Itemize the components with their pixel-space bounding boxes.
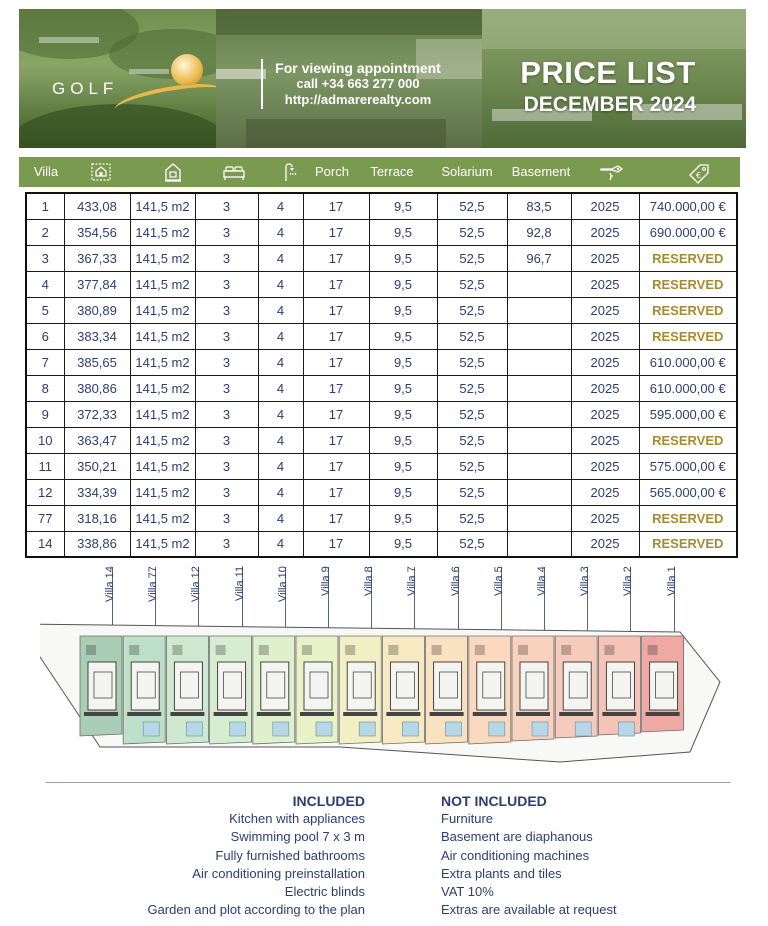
cell-villa: 7 [26,349,64,375]
cell-year: 2025 [571,219,639,245]
cell-basement: 92,8 [507,219,571,245]
contact-info [260,60,456,108]
cell-bedrooms: 3 [195,323,258,349]
cell-porch: 17 [303,427,369,453]
cell-solarium: 52,5 [437,531,507,557]
villa-plan-label: Villa 7 [406,566,419,596]
cell-solarium: 52,5 [437,401,507,427]
cell-built: 141,5 m2 [130,323,195,349]
terrace-edge [646,712,680,716]
cell-porch: 17 [303,193,369,219]
table-row [26,479,737,505]
villa-plan-label: Villa 11 [233,566,246,602]
pool-shape [532,722,548,736]
cell-bathrooms: 4 [258,193,303,219]
table-row [26,297,737,323]
cell-porch: 17 [303,505,369,531]
terrace-edge [214,712,248,716]
cell-plot: 377,84 [64,271,130,297]
cell-built: 141,5 m2 [130,531,195,557]
cell-solarium: 52,5 [437,245,507,271]
site-plan-drawing [40,562,730,777]
cell-solarium: 52,5 [437,453,507,479]
cell-basement [507,479,571,505]
cell-terrace: 9,5 [369,427,437,453]
cell-bedrooms: 3 [195,349,258,375]
cell-villa: 4 [26,271,64,297]
cell-terrace: 9,5 [369,401,437,427]
col-solarium: Solarium [441,164,493,179]
cell-price: RESERVED [639,297,737,323]
table-row [26,401,737,427]
cell-bathrooms: 4 [258,245,303,271]
cell-plot: 433,08 [64,193,130,219]
cell-basement: 83,5 [507,193,571,219]
table-row [26,271,737,297]
cell-basement [507,323,571,349]
cell-plot: 334,39 [64,479,130,505]
terrace-edge [170,712,204,716]
cell-bathrooms: 4 [258,375,303,401]
cell-terrace: 9,5 [369,531,437,557]
cell-terrace: 9,5 [369,297,437,323]
cell-villa: 5 [26,297,64,323]
price-tag-icon [679,157,719,187]
cell-year: 2025 [571,479,639,505]
cell-porch: 17 [303,349,369,375]
cell-terrace: 9,5 [369,349,437,375]
cell-price: 610.000,00 € [639,375,737,401]
cell-terrace: 9,5 [369,193,437,219]
cell-built: 141,5 m2 [130,271,195,297]
pool-shape [230,722,246,736]
included-item: Air conditioning preinstallation [192,865,365,881]
cell-solarium: 52,5 [437,505,507,531]
cell-bathrooms: 4 [258,531,303,557]
not-included-item: VAT 10% [441,884,494,900]
cell-price: RESERVED [639,505,737,531]
cell-built: 141,5 m2 [130,219,195,245]
cell-porch: 17 [303,375,369,401]
pool-shape [618,722,634,736]
cell-porch: 17 [303,323,369,349]
cell-bedrooms: 3 [195,479,258,505]
cell-solarium: 52,5 [437,479,507,505]
cell-built: 141,5 m2 [130,375,195,401]
cell-terrace: 9,5 [369,453,437,479]
cell-built: 141,5 m2 [130,245,195,271]
cell-terrace: 9,5 [369,271,437,297]
cell-basement [507,271,571,297]
cell-plot: 354,56 [64,219,130,245]
terrace-edge [430,712,464,716]
included-item: Garden and plot according to the plan [147,902,365,918]
cell-year: 2025 [571,193,639,219]
table-row [26,193,737,219]
cell-bedrooms: 3 [195,271,258,297]
cell-basement [507,375,571,401]
not-included-item: Extra plants and tiles [441,865,562,881]
cell-solarium: 52,5 [437,349,507,375]
terrace-edge [127,712,161,716]
pool-shape [143,722,159,736]
cell-bathrooms: 4 [258,297,303,323]
cell-basement [507,453,571,479]
cell-villa: 1 [26,193,64,219]
cell-terrace: 9,5 [369,505,437,531]
golf-logo-text: GOLF [52,79,119,98]
bed-icon [214,157,254,187]
cell-bathrooms: 4 [258,271,303,297]
table-row [26,245,737,271]
cell-year: 2025 [571,505,639,531]
cell-bedrooms: 3 [195,297,258,323]
pool-shape [489,722,505,736]
cell-basement: 96,7 [507,245,571,271]
cell-price: 610.000,00 € [639,349,737,375]
site-plan [40,562,730,777]
cell-price: RESERVED [639,531,737,557]
cell-price: 565.000,00 € [639,479,737,505]
cell-villa: 11 [26,453,64,479]
cell-porch: 17 [303,245,369,271]
cell-bathrooms: 4 [258,427,303,453]
cell-plot: 383,34 [64,323,130,349]
villa-plan-label: Villa 77 [147,566,160,602]
cell-price: 575.000,00 € [639,453,737,479]
terrace-edge [516,712,550,716]
col-basement: Basement [511,164,571,179]
cell-year: 2025 [571,271,639,297]
pool-shape [575,722,591,736]
cell-bathrooms: 4 [258,323,303,349]
included-item: Swimming pool 7 x 3 m [230,829,365,845]
price-list-date: DECEMBER 2024 [523,93,697,116]
cell-price: RESERVED [639,323,737,349]
cell-solarium: 52,5 [437,375,507,401]
cell-porch: 17 [303,531,369,557]
cell-bedrooms: 3 [195,375,258,401]
header-banner [19,9,746,148]
villa-plan-label: Villa 6 [449,566,462,596]
golf-course-photo [19,9,216,148]
key-hand-icon [592,157,632,187]
cell-villa: 77 [26,505,64,531]
table-row [26,349,737,375]
cell-built: 141,5 m2 [130,297,195,323]
cell-plot: 363,47 [64,427,130,453]
cell-solarium: 52,5 [437,323,507,349]
cell-plot: 380,86 [64,375,130,401]
cell-plot: 385,65 [64,349,130,375]
cell-solarium: 52,5 [437,271,507,297]
table-row [26,531,737,557]
table-row [26,427,737,453]
terrace-edge [473,712,507,716]
cell-bedrooms: 3 [195,427,258,453]
cell-price: 740.000,00 € [639,193,737,219]
cell-bedrooms: 3 [195,219,258,245]
cell-villa: 9 [26,401,64,427]
cell-bedrooms: 3 [195,505,258,531]
cell-porch: 17 [303,219,369,245]
included-item: Electric blinds [284,884,365,900]
cell-villa: 8 [26,375,64,401]
cell-year: 2025 [571,427,639,453]
cell-terrace: 9,5 [369,245,437,271]
table-header [19,157,740,187]
terrace-edge [300,712,334,716]
cell-built: 141,5 m2 [130,505,195,531]
table-row [26,219,737,245]
cell-plot: 380,89 [64,297,130,323]
included-title: INCLUDED [292,793,365,809]
pool-shape [446,722,462,736]
cell-bathrooms: 4 [258,479,303,505]
cell-bathrooms: 4 [258,505,303,531]
not-included-item: Furniture [441,811,494,827]
col-villa: Villa [33,164,59,179]
cell-basement [507,297,571,323]
cell-plot: 318,16 [64,505,130,531]
table-row [26,375,737,401]
cell-price: 595.000,00 € [639,401,737,427]
villa-plan-label: Villa 5 [492,566,505,596]
cell-porch: 17 [303,453,369,479]
terrace-edge [559,712,593,716]
cell-porch: 17 [303,401,369,427]
included-item: Fully furnished bathrooms [215,847,365,863]
cell-year: 2025 [571,297,639,323]
cell-bathrooms: 4 [258,219,303,245]
cell-terrace: 9,5 [369,479,437,505]
pool-shape [402,722,418,736]
cell-villa: 2 [26,219,64,245]
cell-price: RESERVED [639,427,737,453]
pool-shape [359,722,375,736]
cell-year: 2025 [571,401,639,427]
included-item: Kitchen with appliances [229,811,365,827]
cell-terrace: 9,5 [369,219,437,245]
villa-plan-label: Villa 4 [536,566,548,596]
table-row [26,505,737,531]
cell-porch: 17 [303,297,369,323]
terrace-edge [602,712,636,716]
terrace-edge [386,712,420,716]
cell-bedrooms: 3 [195,401,258,427]
cell-terrace: 9,5 [369,375,437,401]
cell-built: 141,5 m2 [130,453,195,479]
villa-plan-label: Villa 9 [320,566,332,596]
pool-shape [273,722,289,736]
cell-year: 2025 [571,349,639,375]
price-table [25,192,738,558]
cell-built: 141,5 m2 [130,479,195,505]
cell-year: 2025 [571,245,639,271]
golf-ball-icon [171,54,203,86]
phone-text[interactable]: call +34 663 277 000 [296,76,420,91]
cell-bathrooms: 4 [258,401,303,427]
footer-divider [45,782,731,783]
plot-area-icon [81,157,121,187]
cell-basement [507,427,571,453]
cell-basement [507,531,571,557]
price-table-body [26,193,737,557]
cell-built: 141,5 m2 [130,401,195,427]
cell-villa: 12 [26,479,64,505]
cell-bedrooms: 3 [195,453,258,479]
villa-plan-label: Villa 8 [363,566,376,596]
cell-bathrooms: 4 [258,453,303,479]
cell-solarium: 52,5 [437,193,507,219]
cell-built: 141,5 m2 [130,427,195,453]
villa-plan-label: Villa 10 [276,566,289,602]
cell-built: 141,5 m2 [130,193,195,219]
terrace-edge [343,712,377,716]
col-porch: Porch [315,164,349,179]
cell-price: RESERVED [639,271,737,297]
cell-bedrooms: 3 [195,245,258,271]
cell-porch: 17 [303,271,369,297]
cell-year: 2025 [571,375,639,401]
pool-shape [316,722,332,736]
cell-terrace: 9,5 [369,323,437,349]
cell-solarium: 52,5 [437,219,507,245]
cell-villa: 6 [26,323,64,349]
cell-villa: 14 [26,531,64,557]
pool-shape [186,722,202,736]
not-included-item: Extras are available at request [441,902,617,918]
cell-bedrooms: 3 [195,531,258,557]
not-included-list [441,792,731,919]
cell-year: 2025 [571,323,639,349]
cell-villa: 3 [26,245,64,271]
included-list [100,792,365,919]
cell-basement [507,505,571,531]
villa-plan-label: Villa 12 [190,566,203,602]
not-included-title: NOT INCLUDED [441,793,547,809]
terrace-edge [257,712,291,716]
villa-plan-label: Villa 1 [665,566,678,596]
website-link[interactable]: http://admarerealty.com [284,92,432,107]
cell-plot: 338,86 [64,531,130,557]
cell-price: 690.000,00 € [639,219,737,245]
cell-bathrooms: 4 [258,349,303,375]
cell-plot: 350,21 [64,453,130,479]
cell-basement [507,401,571,427]
cell-bedrooms: 3 [195,193,258,219]
villa-plan-label: Villa 3 [579,566,592,596]
viewing-appointment-text: For viewing appointment [275,60,441,76]
table-row [26,453,737,479]
not-included-item: Basement are diaphanous [441,829,593,845]
page-title: PRICE LIST [520,55,696,90]
built-area-icon [153,157,193,187]
cell-plot: 372,33 [64,401,130,427]
villa-plan-label: Villa 2 [622,566,635,596]
cell-price: RESERVED [639,245,737,271]
cell-porch: 17 [303,479,369,505]
cell-villa: 10 [26,427,64,453]
villa-plan-label: Villa 14 [104,566,116,602]
col-terrace: Terrace [370,164,414,179]
table-row [26,323,737,349]
terrace-edge [84,712,118,716]
cell-solarium: 52,5 [437,297,507,323]
cell-year: 2025 [571,531,639,557]
not-included-item: Air conditioning machines [441,847,590,863]
svg-text:€: € [696,171,702,180]
cell-solarium: 52,5 [437,427,507,453]
cell-basement [507,349,571,375]
cell-plot: 367,33 [64,245,130,271]
cell-built: 141,5 m2 [130,349,195,375]
cell-year: 2025 [571,453,639,479]
